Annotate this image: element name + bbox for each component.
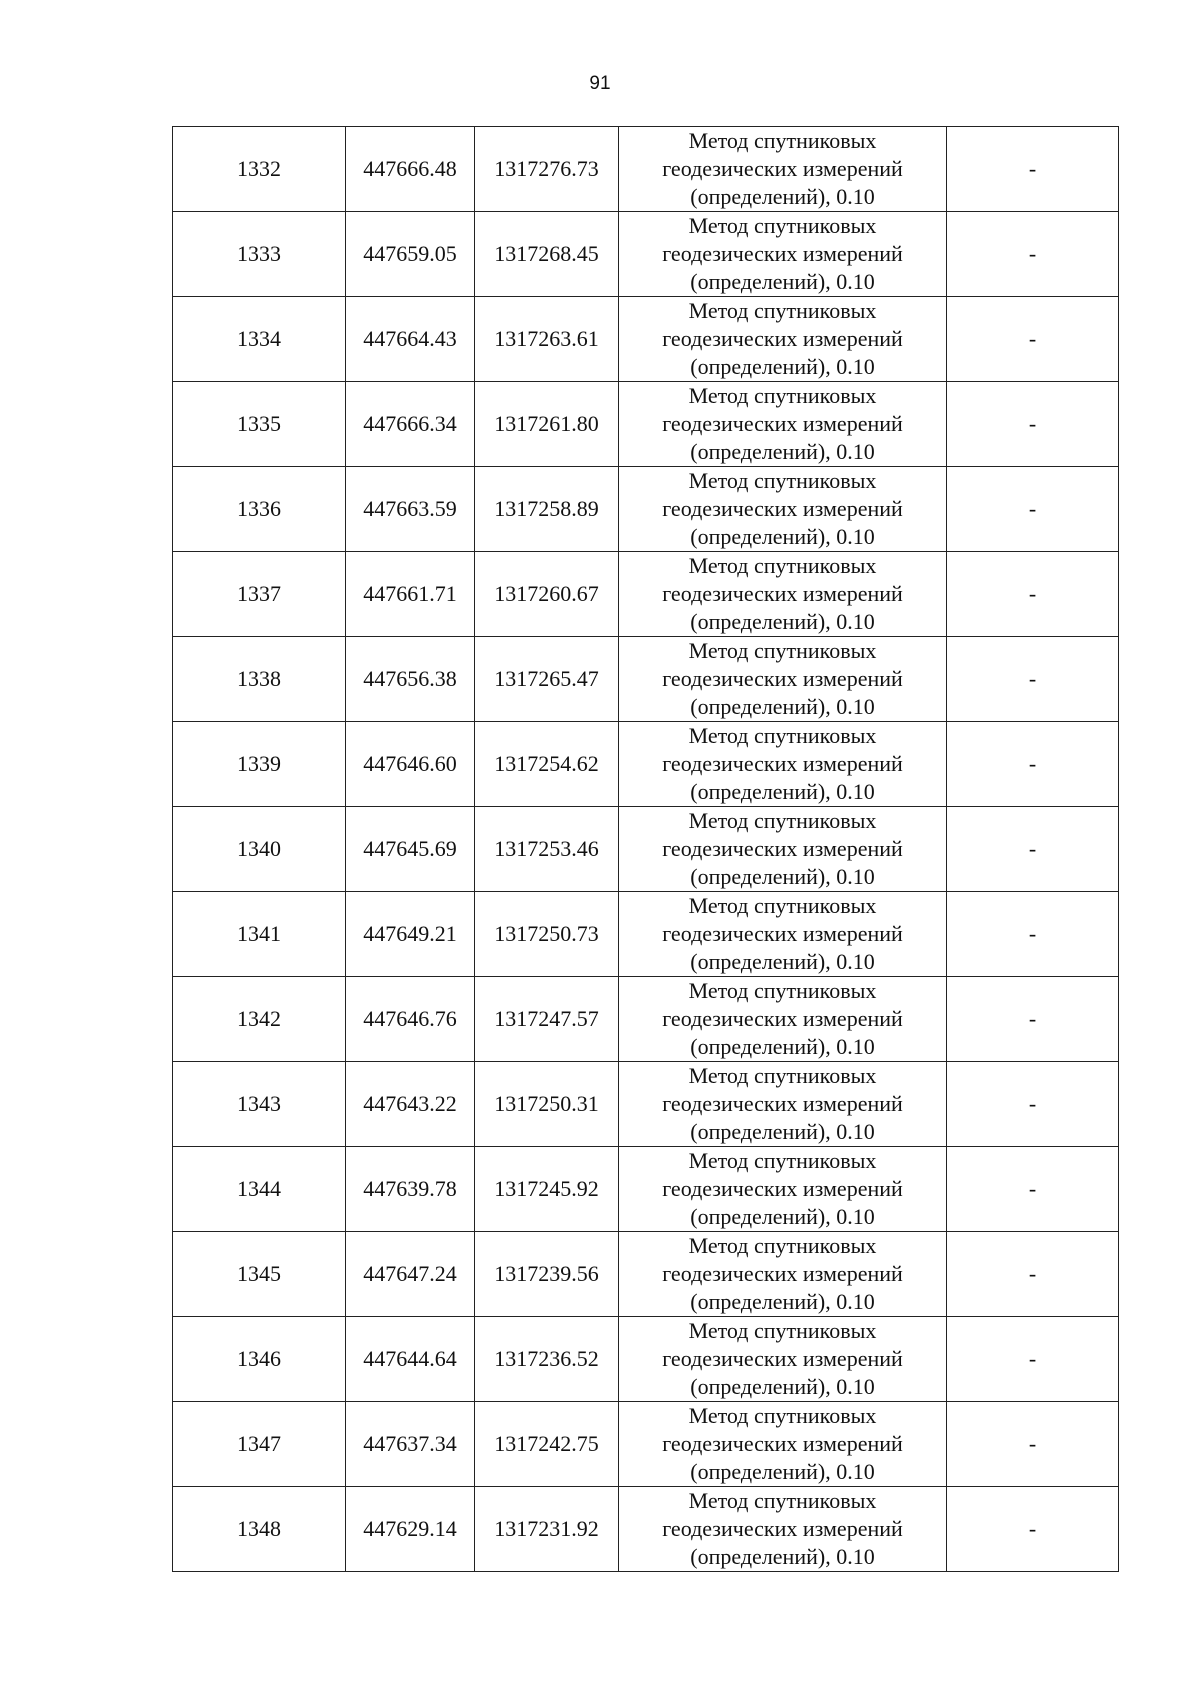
x-coordinate-cell: 447664.43	[346, 297, 475, 382]
method-text-line: Метод спутниковых	[688, 128, 877, 153]
note-cell: -	[947, 212, 1119, 297]
y-coordinate-cell: 1317265.47	[475, 637, 619, 722]
note-cell: -	[947, 892, 1119, 977]
method-text-line: (определений), 0.10	[690, 779, 875, 804]
method-text-line: Метод спутниковых	[688, 1148, 877, 1173]
point-number-cell: 1337	[173, 552, 346, 637]
x-coordinate-cell: 447644.64	[346, 1317, 475, 1402]
method-cell	[619, 552, 947, 637]
note-cell: -	[947, 977, 1119, 1062]
table-row	[173, 637, 1119, 722]
y-coordinate-cell: 1317239.56	[475, 1232, 619, 1317]
method-text-line: (определений), 0.10	[690, 864, 875, 889]
method-text-line: (определений), 0.10	[690, 1204, 875, 1229]
point-number-cell: 1336	[173, 467, 346, 552]
method-text-line: (определений), 0.10	[690, 1544, 875, 1569]
method-cell	[619, 467, 947, 552]
method-text-line: Метод спутниковых	[688, 978, 877, 1003]
method-text-line: (определений), 0.10	[690, 1289, 875, 1314]
method-text-line: Метод спутниковых	[688, 468, 877, 493]
y-coordinate-cell: 1317276.73	[475, 127, 619, 212]
method-text-line: Метод спутниковых	[688, 723, 877, 748]
note-cell: -	[947, 807, 1119, 892]
point-number-cell: 1335	[173, 382, 346, 467]
point-number-cell: 1343	[173, 1062, 346, 1147]
note-cell: -	[947, 1317, 1119, 1402]
method-text-line: (определений), 0.10	[690, 949, 875, 974]
table-row	[173, 807, 1119, 892]
method-cell	[619, 722, 947, 807]
method-text-line: Метод спутниковых	[688, 638, 877, 663]
method-cell	[619, 637, 947, 722]
method-text-line: геодезических измерений	[662, 921, 903, 946]
x-coordinate-cell: 447645.69	[346, 807, 475, 892]
y-coordinate-cell: 1317253.46	[475, 807, 619, 892]
note-cell: -	[947, 382, 1119, 467]
method-text-line: геодезических измерений	[662, 411, 903, 436]
method-text-line: геодезических измерений	[662, 1261, 903, 1286]
method-text-line: геодезических измерений	[662, 1006, 903, 1031]
method-text-line: геодезических измерений	[662, 1176, 903, 1201]
y-coordinate-cell: 1317231.92	[475, 1487, 619, 1572]
method-cell	[619, 382, 947, 467]
x-coordinate-cell: 447643.22	[346, 1062, 475, 1147]
method-cell	[619, 1062, 947, 1147]
point-number-cell: 1341	[173, 892, 346, 977]
point-number-cell: 1345	[173, 1232, 346, 1317]
x-coordinate-cell: 447629.14	[346, 1487, 475, 1572]
y-coordinate-cell: 1317250.31	[475, 1062, 619, 1147]
table-row	[173, 297, 1119, 382]
y-coordinate-cell: 1317236.52	[475, 1317, 619, 1402]
method-text-line: геодезических измерений	[662, 666, 903, 691]
method-text-line: Метод спутниковых	[688, 1318, 877, 1343]
point-number-cell: 1334	[173, 297, 346, 382]
note-cell: -	[947, 1487, 1119, 1572]
method-text-line: геодезических измерений	[662, 1516, 903, 1541]
method-text-line: (определений), 0.10	[690, 1034, 875, 1059]
x-coordinate-cell: 447663.59	[346, 467, 475, 552]
method-cell	[619, 212, 947, 297]
note-cell: -	[947, 127, 1119, 212]
point-number-cell: 1332	[173, 127, 346, 212]
point-number-cell: 1346	[173, 1317, 346, 1402]
method-text-line: Метод спутниковых	[688, 553, 877, 578]
note-cell: -	[947, 1402, 1119, 1487]
method-cell	[619, 977, 947, 1062]
x-coordinate-cell: 447666.48	[346, 127, 475, 212]
table-row	[173, 1487, 1119, 1572]
x-coordinate-cell: 447639.78	[346, 1147, 475, 1232]
x-coordinate-cell: 447646.76	[346, 977, 475, 1062]
x-coordinate-cell: 447666.34	[346, 382, 475, 467]
table-row	[173, 382, 1119, 467]
y-coordinate-cell: 1317268.45	[475, 212, 619, 297]
method-text-line: Метод спутниковых	[688, 1488, 877, 1513]
point-number-cell: 1339	[173, 722, 346, 807]
method-cell	[619, 1402, 947, 1487]
page-number: 91	[589, 73, 611, 94]
y-coordinate-cell: 1317260.67	[475, 552, 619, 637]
method-text-line: геодезических измерений	[662, 1431, 903, 1456]
method-cell	[619, 127, 947, 212]
y-coordinate-cell: 1317247.57	[475, 977, 619, 1062]
note-cell: -	[947, 722, 1119, 807]
method-cell	[619, 1232, 947, 1317]
table-row	[173, 1317, 1119, 1402]
table-row	[173, 1402, 1119, 1487]
point-number-cell: 1344	[173, 1147, 346, 1232]
table-row	[173, 127, 1119, 212]
y-coordinate-cell: 1317263.61	[475, 297, 619, 382]
method-cell	[619, 1487, 947, 1572]
method-text-line: геодезических измерений	[662, 1091, 903, 1116]
x-coordinate-cell: 447659.05	[346, 212, 475, 297]
method-text-line: геодезических измерений	[662, 751, 903, 776]
note-cell: -	[947, 1062, 1119, 1147]
point-number-cell: 1342	[173, 977, 346, 1062]
y-coordinate-cell: 1317258.89	[475, 467, 619, 552]
method-text-line: геодезических измерений	[662, 326, 903, 351]
method-text-line: Метод спутниковых	[688, 808, 877, 833]
table-row	[173, 1062, 1119, 1147]
method-text-line: Метод спутниковых	[688, 298, 877, 323]
note-cell: -	[947, 552, 1119, 637]
method-text-line: геодезических измерений	[662, 156, 903, 181]
point-number-cell: 1340	[173, 807, 346, 892]
method-text-line: геодезических измерений	[662, 836, 903, 861]
method-text-line: Метод спутниковых	[688, 1233, 877, 1258]
table-row	[173, 892, 1119, 977]
note-cell: -	[947, 1147, 1119, 1232]
x-coordinate-cell: 447656.38	[346, 637, 475, 722]
table-row	[173, 1147, 1119, 1232]
method-text-line: (определений), 0.10	[690, 609, 875, 634]
table-row	[173, 1232, 1119, 1317]
coordinates-table	[172, 126, 1119, 1572]
table-row	[173, 467, 1119, 552]
method-text-line: (определений), 0.10	[690, 354, 875, 379]
y-coordinate-cell: 1317261.80	[475, 382, 619, 467]
method-cell	[619, 1317, 947, 1402]
note-cell: -	[947, 467, 1119, 552]
method-text-line: (определений), 0.10	[690, 184, 875, 209]
x-coordinate-cell: 447646.60	[346, 722, 475, 807]
method-cell	[619, 892, 947, 977]
method-text-line: (определений), 0.10	[690, 1459, 875, 1484]
point-number-cell: 1348	[173, 1487, 346, 1572]
method-text-line: (определений), 0.10	[690, 439, 875, 464]
method-text-line: (определений), 0.10	[690, 1119, 875, 1144]
method-text-line: Метод спутниковых	[688, 383, 877, 408]
method-text-line: Метод спутниковых	[688, 893, 877, 918]
table-row	[173, 977, 1119, 1062]
x-coordinate-cell: 447661.71	[346, 552, 475, 637]
point-number-cell: 1333	[173, 212, 346, 297]
table-row	[173, 212, 1119, 297]
method-text-line: геодезических измерений	[662, 1346, 903, 1371]
note-cell: -	[947, 297, 1119, 382]
point-number-cell: 1338	[173, 637, 346, 722]
x-coordinate-cell: 447647.24	[346, 1232, 475, 1317]
coordinates-table-body	[173, 127, 1119, 1572]
note-cell: -	[947, 1232, 1119, 1317]
method-cell	[619, 1147, 947, 1232]
method-text-line: (определений), 0.10	[690, 524, 875, 549]
method-text-line: Метод спутниковых	[688, 1063, 877, 1088]
method-cell	[619, 297, 947, 382]
x-coordinate-cell: 447637.34	[346, 1402, 475, 1487]
note-cell: -	[947, 637, 1119, 722]
y-coordinate-cell: 1317254.62	[475, 722, 619, 807]
method-text-line: Метод спутниковых	[688, 213, 877, 238]
method-text-line: (определений), 0.10	[690, 269, 875, 294]
point-number-cell: 1347	[173, 1402, 346, 1487]
method-cell	[619, 807, 947, 892]
y-coordinate-cell: 1317250.73	[475, 892, 619, 977]
y-coordinate-cell: 1317242.75	[475, 1402, 619, 1487]
method-text-line: геодезических измерений	[662, 581, 903, 606]
table-row	[173, 552, 1119, 637]
method-text-line: геодезических измерений	[662, 496, 903, 521]
method-text-line: Метод спутниковых	[688, 1403, 877, 1428]
method-text-line: геодезических измерений	[662, 241, 903, 266]
y-coordinate-cell: 1317245.92	[475, 1147, 619, 1232]
method-text-line: (определений), 0.10	[690, 1374, 875, 1399]
table-row	[173, 722, 1119, 807]
x-coordinate-cell: 447649.21	[346, 892, 475, 977]
method-text-line: (определений), 0.10	[690, 694, 875, 719]
